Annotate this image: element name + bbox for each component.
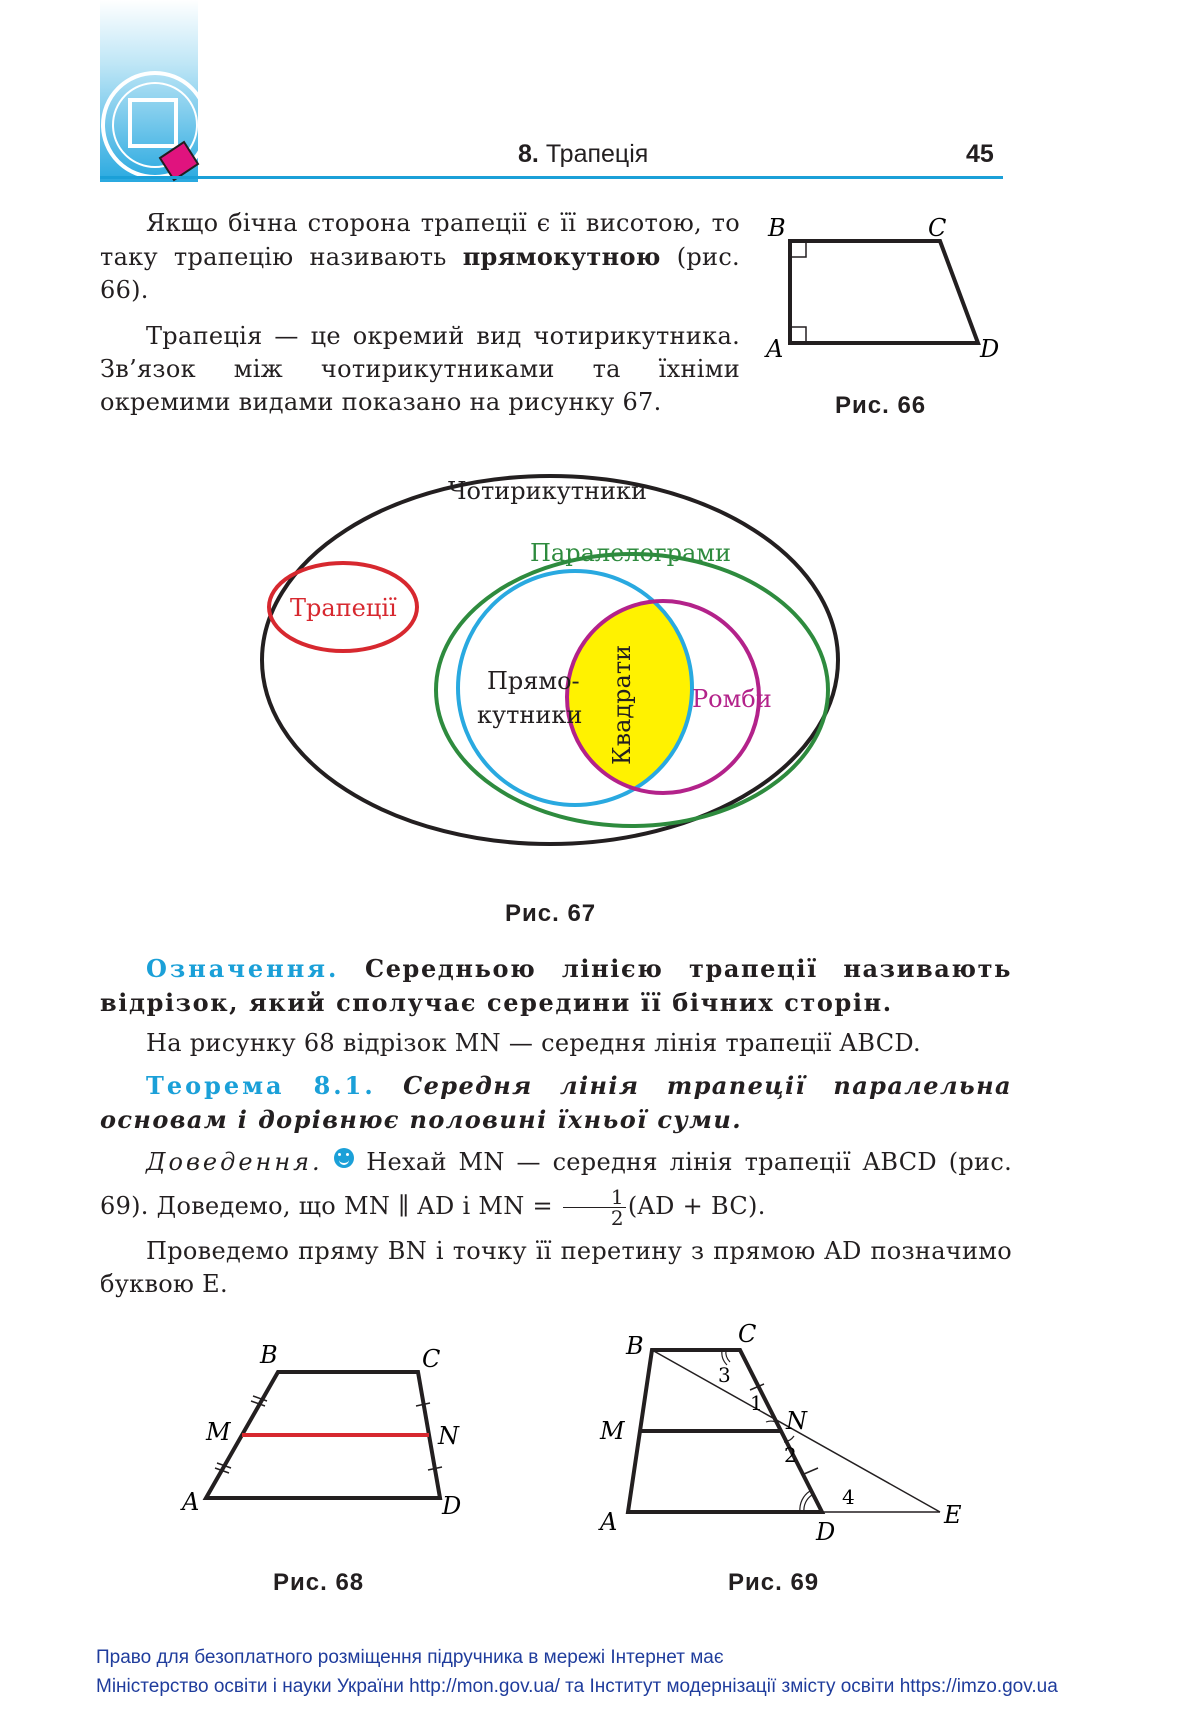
label-b: B [626,1332,644,1360]
proof-start-icon [334,1148,354,1168]
right-angle-mark-a [790,327,806,343]
label-c: C [422,1345,441,1373]
page-number: 45 [966,140,994,168]
footer-line-2: Міністерство освіти і науки України http://mon.gov.ua/ та Інститут модернізації змісту освіти https://imzo.gov.ua [96,1676,1058,1697]
label-a: A [766,335,784,363]
proof-label: Доведення. [146,1148,323,1176]
theorem-text: Середня лінія трапеції паралельна основам і дорівнює половині їхньої суми. [100,1071,1012,1134]
label-n: N [786,1407,807,1435]
fraction-half: $\frac{1}{2}$ [563,1187,626,1228]
label-n: N [438,1422,459,1450]
definition-text: Середньою лінією трапеції називають відрізок, який сполучає середини її бічних сторін. [100,954,1012,1017]
angle-4: 4 [842,1485,855,1509]
label-c: C [928,214,947,242]
section-title [518,140,648,169]
label-b: B [768,214,786,242]
fig67-caption: Рис. 67 [505,900,597,927]
right-trapezoid [790,241,978,343]
figure-67-venn [240,455,860,865]
construction-paragraph: Проведемо пряму BN і точку її перетину з прямою AD позначимо буквою E. [100,1237,1012,1298]
definition-paragraph [100,952,1012,1020]
section-number: 8. [518,140,539,168]
theorem-paragraph [100,1069,1012,1137]
parallelograms-label: Паралелограми [530,539,731,567]
figure-66 [760,205,1010,375]
quadrilaterals-label: Чотирикутники [448,477,648,505]
squares-label: Квадрати [608,644,636,765]
label-a: A [600,1508,618,1536]
header-logo-icon [100,0,200,182]
angle-3: 3 [718,1363,731,1387]
proof-paragraph [100,1140,1012,1228]
footer-line-1: Право для безоплатного розміщення підручника в мережі Інтернет має [96,1647,724,1668]
fig68-reference: На рисунку 68 відрізок MN — середня лінія трапеції ABCD. [146,1029,921,1057]
label-e: E [944,1501,962,1529]
label-m: M [600,1417,625,1445]
figure-68 [170,1330,490,1530]
label-b: B [260,1341,278,1369]
intro-paragraph-1: Якщо бічна сторона трапеції є її висотою, то таку трапецію називають прямокутною (рис. 66). [100,209,740,304]
figure-69 [580,1318,980,1548]
label-d: D [816,1518,836,1546]
header-decoration [100,0,200,182]
angle-1: 1 [750,1391,763,1415]
label-d: D [980,335,1000,363]
definition-label: Означення. [146,954,340,983]
theorem-label: Теорема 8.1. [146,1071,376,1100]
fig66-caption: Рис. 66 [835,392,927,419]
right-angle-mark-b [790,241,806,257]
intro-paragraph-2: Трапеція — це окремий вид чотирикутника. Зв’язок між чотирикутниками та їхніми окремими видами показано на рисунку 67. [100,322,740,416]
label-c: C [738,1320,757,1348]
term-rectangular: прямокутною [462,242,661,271]
rhombi-label: Ромби [692,685,772,713]
label-d: D [442,1492,462,1520]
label-m: M [206,1418,231,1446]
rectangles-label-2: кутники [477,701,583,729]
proof-text-end: (AD + BC). [627,1192,766,1220]
fig69-caption: Рис. 69 [728,1569,820,1596]
trapezoids-label: Трапеції [290,594,397,622]
section-name: Трапеція [545,140,649,168]
proof-text: Нехай MN — середня лінія трапеції ABCD (рис. 69). Доведемо, що MN ∥ AD і MN = [100,1148,1013,1220]
angle-2: 2 [784,1443,797,1467]
header-rule [100,176,1003,179]
rectangles-label-1: Прямо- [487,667,580,695]
label-a: A [182,1488,200,1516]
fig68-caption: Рис. 68 [273,1569,365,1596]
